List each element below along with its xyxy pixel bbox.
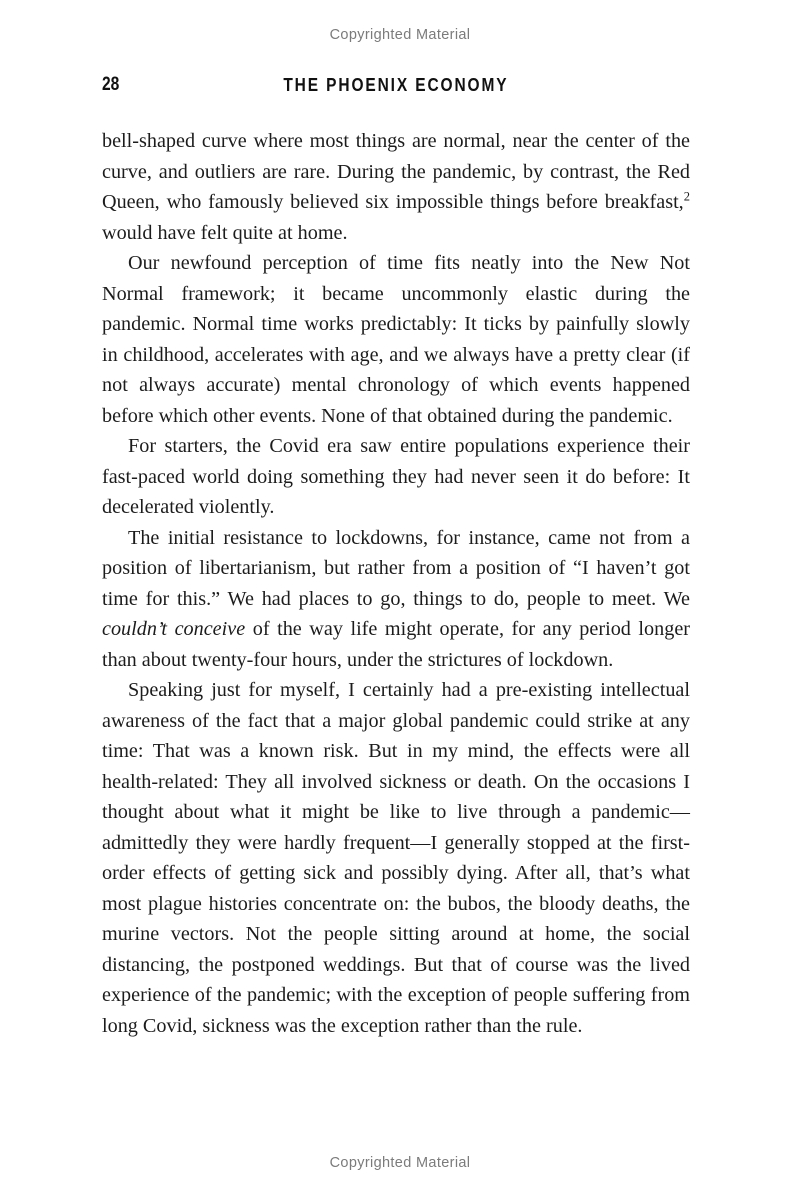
paragraph-1-text-b: would have felt quite at home. <box>102 221 348 244</box>
paragraph-2: Our newfound perception of time fits neatly into the New Not Normal framework; it became uncommonly elastic during the pandemic. Normal time works predictably: It ticks by painfully slowly in childhood, accelerates with age, and we always have a pretty clear (if not always accurate) mental chronology of which events happened before which other events. None of that obtained during the pandemic. <box>102 252 690 427</box>
footnote-marker[interactable]: 2 <box>683 189 690 204</box>
copyright-watermark-bottom: Copyrighted Material <box>329 1155 471 1171</box>
paragraph-4-text-b: of the way life might operate, for any period longer than about twenty-four hours, under the strictures of lockdown. <box>102 618 690 671</box>
paragraph-1 <box>102 126 690 248</box>
page-number: 28 <box>102 74 120 95</box>
running-head <box>102 74 690 100</box>
chapter-title <box>102 74 690 96</box>
copyright-watermark-top: Copyrighted Material <box>329 27 471 43</box>
paragraph-1-text-a: bell-shaped curve where most things are normal, near the center of the curve, and outliers are rare. During the pandemic, by contrast, the Red Queen, who famously believed six impossible things before breakfast, <box>102 130 690 213</box>
paragraph-3: For starters, the Covid era saw entire populations experience their fast-paced world doing something they had never seen it do before: It decelerated violently. <box>102 435 690 518</box>
chapter-title-text: THE PHOENIX ECONOMY <box>283 75 509 95</box>
paragraph-4-text-a: The initial resistance to lockdowns, for instance, came not from a position of libertarianism, but rather from a position of “I haven’t got time for this.” We had places to go, things to do, people to meet. We <box>102 526 690 610</box>
paragraph-4-italic-phrase: couldn’t conceive <box>102 618 246 640</box>
paragraph-5: Speaking just for myself, I certainly had a pre-existing intellectual awareness of the fact that a major global pandemic could strike at any time: That was a known risk. But in my mind, the effects were all health-related: They all involved sickness or death. On the occasions I thought about what it might be like to live through a pandemic—admittedly they were hardly frequent—I generally stopped at the first-order effects of getting sick and possibly dying. After all, that’s what most plague histories concentrate on: the bubos, the bloody deaths, the murine vectors. Not the people sitting around at home, the social distancing, the postponed weddings. But that of course was the lived experience of the pandemic; with the exception of people suffering from long Covid, sickness was the exception rather than the rule. <box>102 679 690 1037</box>
body-text-block <box>102 126 690 1041</box>
paragraph-4 <box>102 523 690 676</box>
